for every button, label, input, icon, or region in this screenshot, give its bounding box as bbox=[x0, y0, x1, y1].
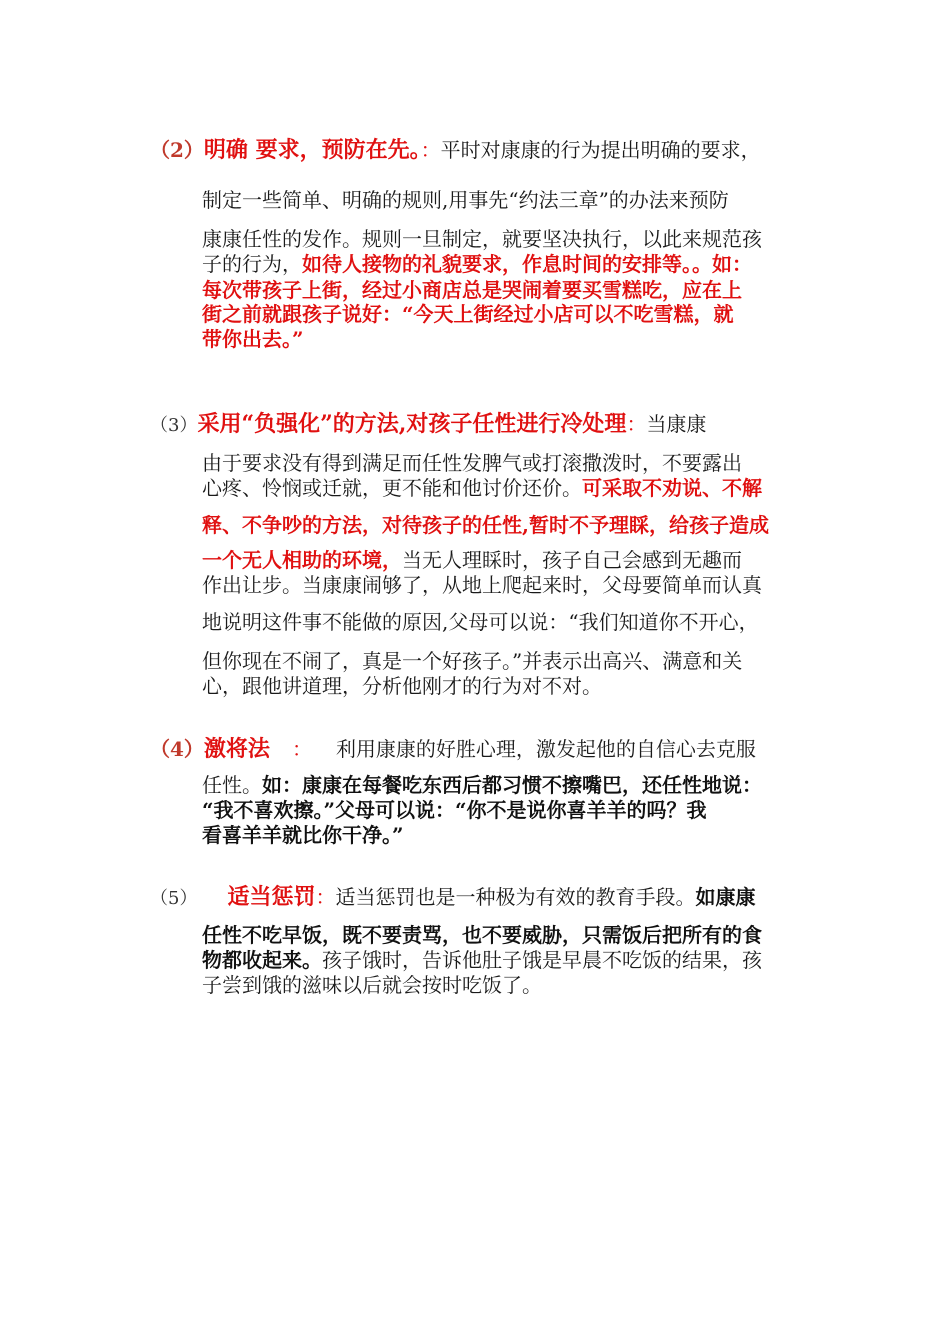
section-heading: 适当惩罚 bbox=[227, 884, 316, 910]
body-text: 子尝到饿的滋味以后就会按时吃饭了。 bbox=[202, 973, 542, 997]
example-text: 看喜羊羊就比你干净。” bbox=[202, 823, 404, 847]
body-text: 孩子饿时，告诉他肚子饿是早晨不吃饭的结果，孩 bbox=[322, 948, 762, 972]
emphasis-text: 可采取不劝说、不解 bbox=[582, 476, 762, 500]
section-2-line-4 bbox=[202, 250, 812, 278]
section-4-line-1 bbox=[150, 735, 820, 763]
section-2-line-7 bbox=[202, 325, 812, 353]
section-3-line-9 bbox=[202, 672, 812, 700]
body-text: 制定一些简单、明确的规则,用事先“约法三章”的办法来预防 bbox=[202, 188, 729, 212]
body-text: 子的行为， bbox=[202, 252, 302, 276]
emphasis-text: 街之前就跟孩子说好：“今天上街经过小店可以不吃雪糕，就 bbox=[202, 302, 734, 326]
section-3-line-1 bbox=[150, 410, 820, 440]
body-text: 任性。 bbox=[202, 773, 262, 797]
body-text: 适当惩罚也是一种极为有效的教育手段。 bbox=[335, 885, 696, 909]
section-2-line-3 bbox=[202, 225, 812, 253]
body-text: 康康任性的发作。规则一旦制定，就要坚决执行，以此来规范孩 bbox=[202, 227, 762, 251]
section-5-line-2 bbox=[202, 921, 812, 949]
body-text: 当康康 bbox=[646, 412, 707, 436]
section-2-line-1 bbox=[150, 136, 820, 164]
body-text: 但你现在不闹了，真是一个好孩子。”并表示出高兴、满意和关 bbox=[202, 649, 743, 673]
example-text: 任性不吃早饭，既不要责骂，也不要威胁，只需饭后把所有的食 bbox=[202, 923, 762, 947]
section-3-line-7 bbox=[202, 608, 812, 636]
section-heading: 明确 要求，预防在先。 bbox=[203, 137, 421, 163]
body-text: 利用康康的好胜心理，激发起他的自信心去克服 bbox=[335, 737, 756, 761]
section-heading: 激将法 bbox=[203, 736, 270, 762]
emphasis-text: 带你出去。” bbox=[202, 327, 304, 351]
body-text: 平时对康康的行为提出明确的要求， bbox=[440, 138, 761, 162]
emphasis-text: 如待人接物的礼貌要求，作息时间的安排等。。如： bbox=[302, 252, 752, 276]
section-5-line-4 bbox=[202, 971, 812, 999]
body-text: 由于要求没有得到满足而任性发脾气或打滚撒泼时，不要露出 bbox=[202, 451, 742, 475]
section-number: （3） bbox=[150, 415, 198, 436]
section-number: （2） bbox=[150, 138, 204, 162]
body-text: 地说明这件事不能做的原因,父母可以说：“我们知道你不开心， bbox=[202, 610, 759, 634]
heading-colon: ： bbox=[626, 412, 647, 436]
section-4-line-3 bbox=[202, 796, 812, 824]
emphasis-text: 每次带孩子上街，经过小商店总是哭闹着要买雪糕吃，应在上 bbox=[202, 278, 742, 302]
section-3-line-3 bbox=[202, 474, 812, 502]
body-text: 作出让步。当康康闹够了，从地上爬起来时，父母要简单而认真 bbox=[202, 573, 762, 597]
emphasis-text: 一个无人相助的环境， bbox=[202, 548, 402, 572]
example-text: 如：康康在每餐吃东西后都习惯不擦嘴巴，还任性地说： bbox=[262, 773, 762, 797]
heading-colon: ： bbox=[315, 885, 336, 909]
body-text: 心，跟他讲道理，分析他刚才的行为对不对。 bbox=[202, 674, 602, 698]
section-5-line-3 bbox=[202, 946, 812, 974]
section-3-line-4 bbox=[202, 511, 812, 539]
emphasis-text: 释、不争吵的方法，对待孩子的任性,暂时不予理睬，给孩子造成 bbox=[202, 513, 769, 537]
section-number: （5） bbox=[150, 888, 198, 909]
heading-colon: ： bbox=[291, 737, 312, 761]
section-3-line-5 bbox=[202, 546, 812, 574]
section-number: （4） bbox=[150, 737, 204, 761]
example-text: 如康康 bbox=[695, 885, 756, 909]
section-2-line-2 bbox=[202, 186, 812, 214]
body-text: 心疼、怜悯或迁就，更不能和他讨价还价。 bbox=[202, 476, 582, 500]
section-3-line-6 bbox=[202, 571, 812, 599]
section-4-line-4 bbox=[202, 821, 812, 849]
section-2-line-6 bbox=[202, 300, 812, 328]
section-3-line-8 bbox=[202, 647, 812, 675]
section-5-line-1 bbox=[150, 883, 820, 913]
body-text: 当无人理睬时，孩子自己会感到无趣而 bbox=[402, 548, 742, 572]
example-text: 物都收起来。 bbox=[202, 948, 322, 972]
section-heading: 采用“负强化”的方法,对孩子任性进行冷处理 bbox=[197, 411, 627, 437]
section-4-line-2 bbox=[202, 771, 812, 799]
heading-colon: ： bbox=[420, 138, 441, 162]
section-3-line-2 bbox=[202, 449, 812, 477]
example-text: “我不喜欢擦。”父母可以说：“你不是说你喜羊羊的吗？我 bbox=[202, 798, 707, 822]
